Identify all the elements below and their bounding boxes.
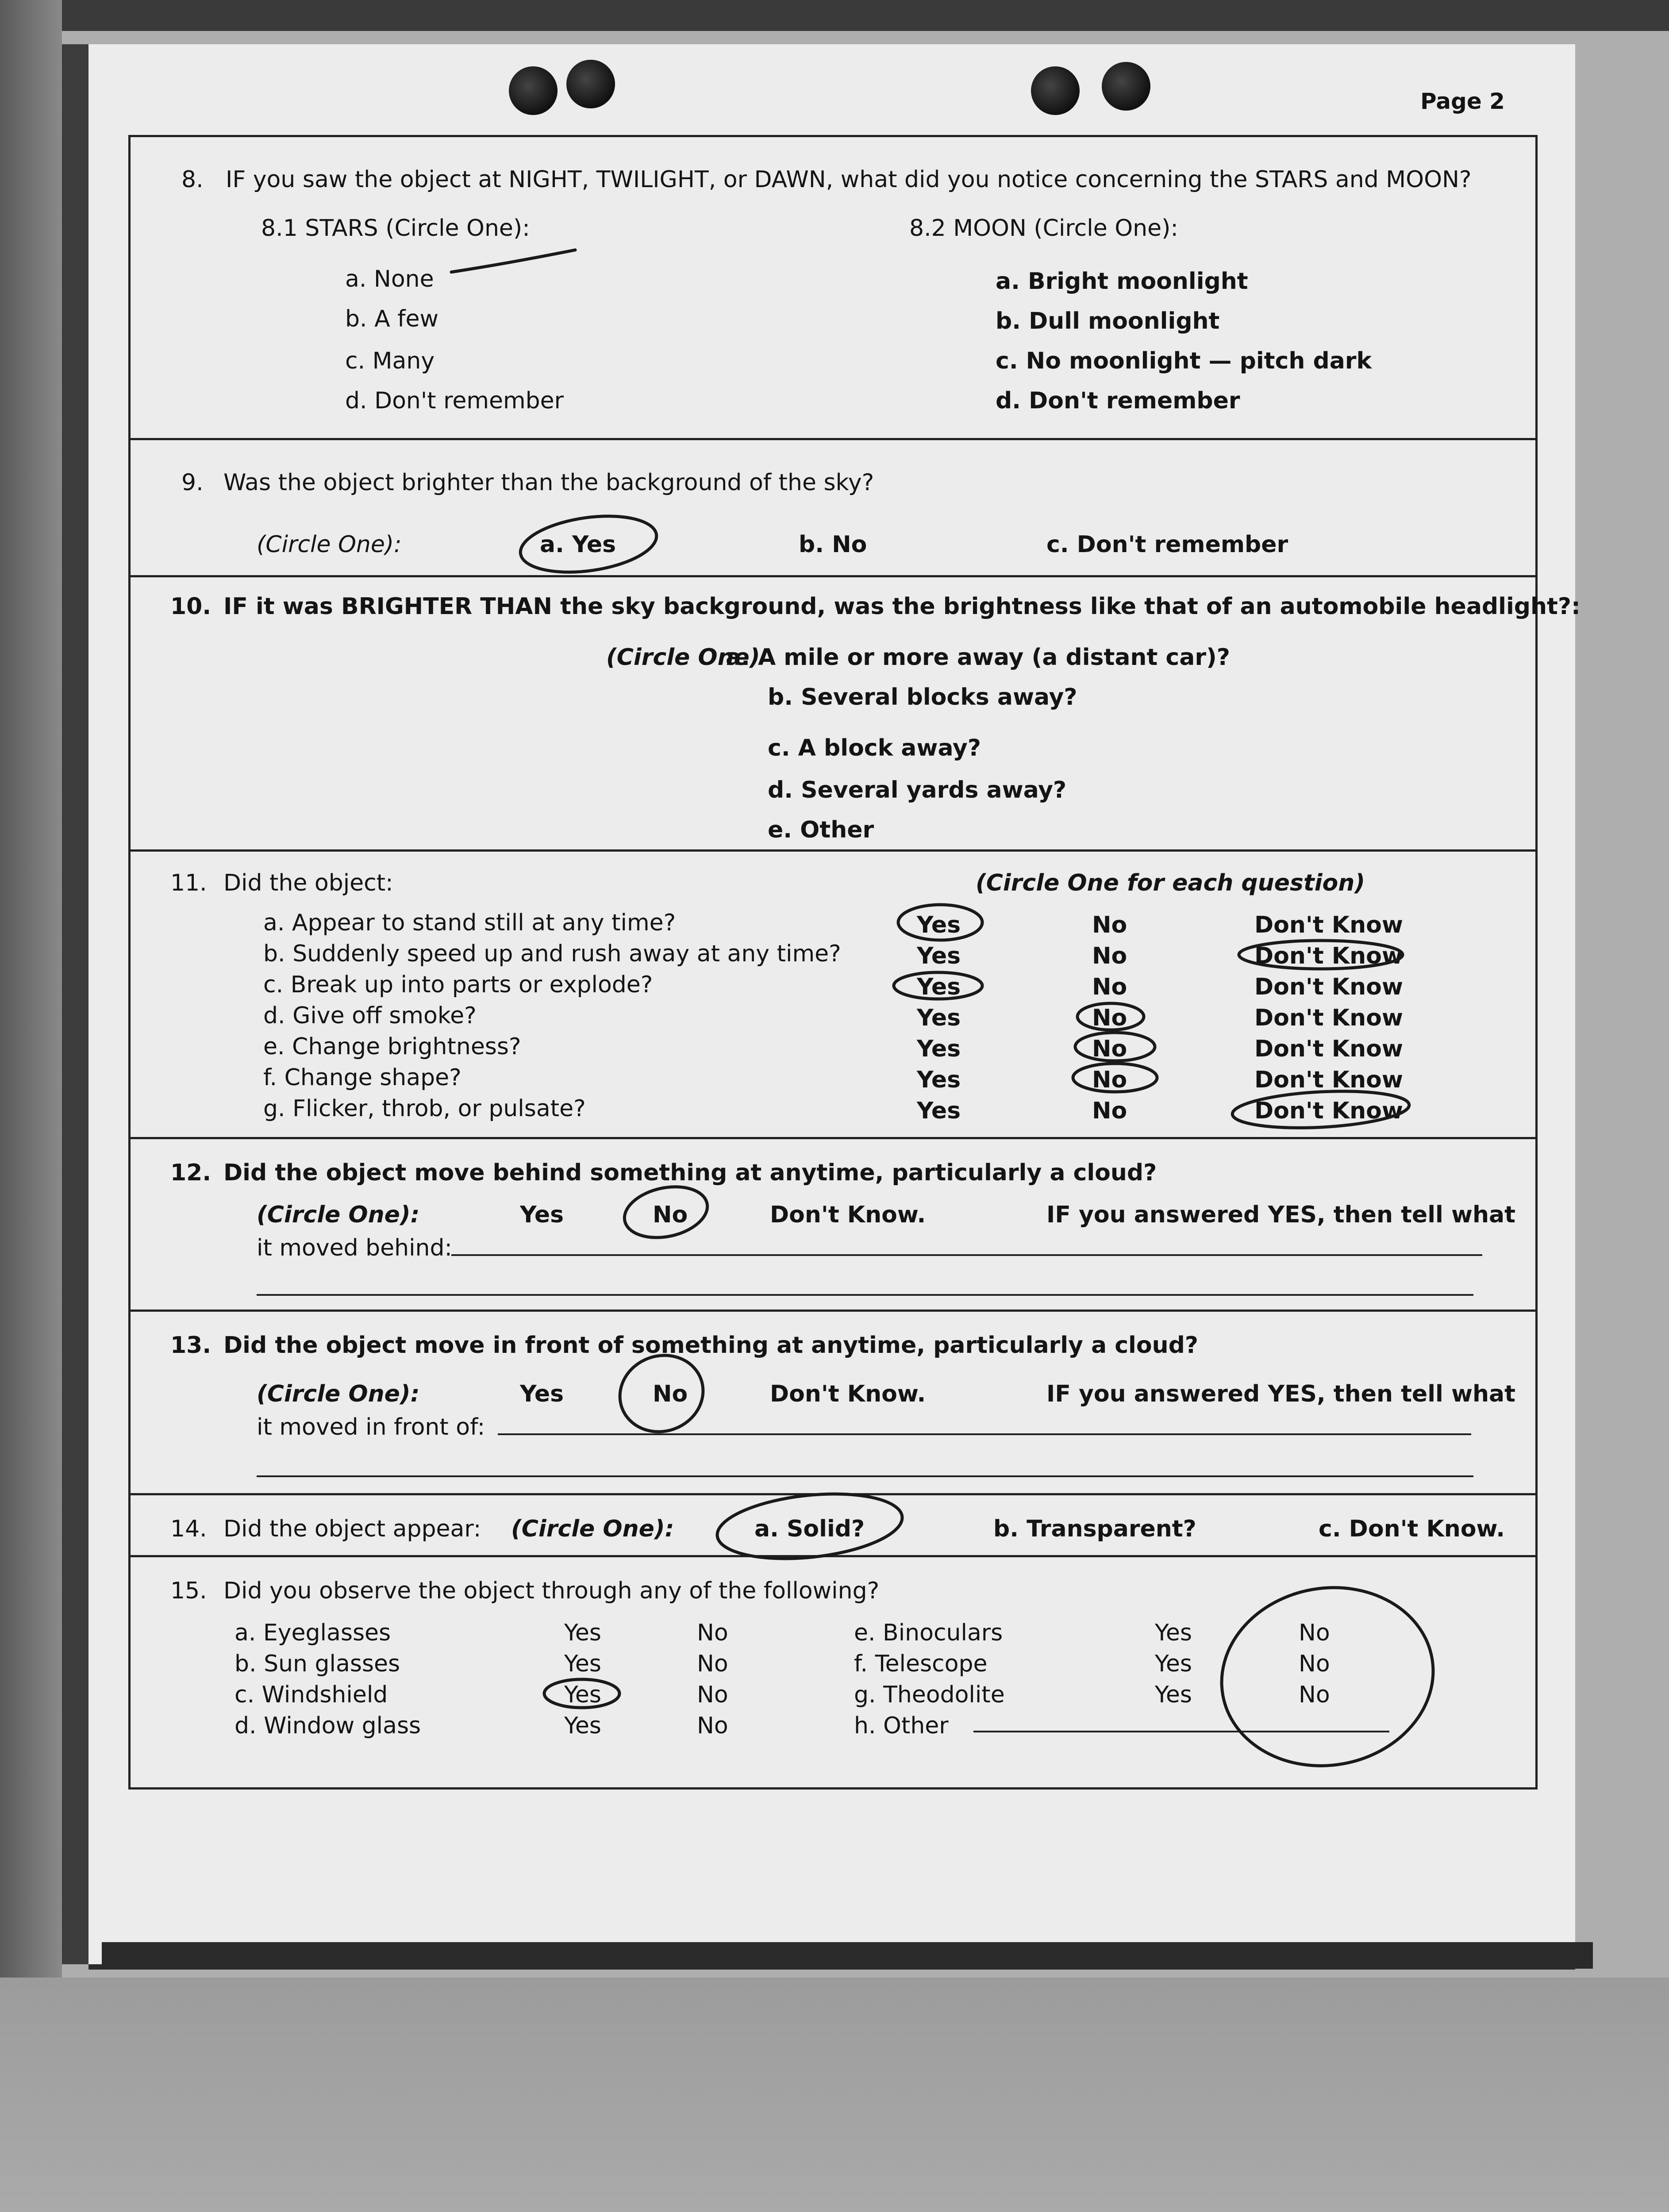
q9-option-yes[interactable]: a. Yes — [540, 531, 616, 558]
q11-yes[interactable]: Yes — [917, 1098, 961, 1124]
q11-no[interactable]: No — [1092, 974, 1127, 1000]
q11-dont-know[interactable]: Don't Know — [1254, 1036, 1403, 1062]
q12-option-yes[interactable]: Yes — [520, 1202, 564, 1228]
q8-stars-option[interactable]: c. Many — [345, 348, 435, 374]
q15-no[interactable]: No — [1299, 1651, 1330, 1677]
q14-circle-label: (Circle One): — [511, 1516, 674, 1542]
q13-option-dont-know[interactable]: Don't Know. — [770, 1381, 926, 1407]
q15-item: b. Sun glasses — [235, 1651, 400, 1677]
q15-no[interactable]: No — [697, 1713, 728, 1739]
q13-followup: IF you answered YES, then tell what — [1046, 1381, 1515, 1407]
q8-moon-option[interactable]: d. Don't remember — [996, 388, 1240, 414]
q15-item: e. Binoculars — [854, 1620, 1003, 1646]
q11-dont-know[interactable]: Don't Know — [1254, 912, 1403, 938]
q15-yes[interactable]: Yes — [1155, 1620, 1192, 1646]
punch-hole — [1102, 62, 1150, 111]
q13-option-no[interactable]: No — [653, 1381, 688, 1407]
q8-stars-title: 8.1 STARS (Circle One): — [261, 215, 530, 242]
q15-no[interactable]: No — [1299, 1682, 1330, 1708]
q13-option-yes[interactable]: Yes — [520, 1381, 564, 1407]
q8-stars-option[interactable]: d. Don't remember — [345, 388, 564, 414]
q11-yes[interactable]: Yes — [917, 1005, 961, 1031]
q10-option[interactable]: e. Other — [768, 817, 874, 843]
punch-hole — [566, 60, 615, 108]
q12-followup: IF you answered YES, then tell what — [1046, 1202, 1515, 1228]
q11-item: a. Appear to stand still at any time? — [263, 910, 676, 936]
q11-item: c. Break up into parts or explode? — [263, 972, 653, 998]
q8-stars-option[interactable]: b. A few — [345, 306, 438, 332]
q14-number: 14. — [170, 1516, 207, 1542]
q15-item: f. Telescope — [854, 1651, 988, 1677]
section-divider — [128, 1555, 1538, 1557]
q15-item: a. Eyeglasses — [235, 1620, 391, 1646]
q15-yes[interactable]: Yes — [564, 1713, 601, 1739]
q12-circle-label: (Circle One): — [257, 1202, 420, 1228]
sheet-bottom-edge — [102, 1942, 1593, 1969]
q11-item: g. Flicker, throb, or pulsate? — [263, 1095, 586, 1122]
q11-yes[interactable]: Yes — [917, 943, 961, 969]
q11-yes[interactable]: Yes — [917, 912, 961, 938]
q15-item: c. Windshield — [235, 1682, 388, 1708]
q15-question: Did you observe the object through any of the following? — [223, 1578, 880, 1604]
q8-moon-option[interactable]: b. Dull moonlight — [996, 308, 1220, 334]
section-divider — [128, 575, 1538, 577]
section-divider — [128, 1493, 1538, 1495]
section-divider — [128, 1310, 1538, 1312]
q15-yes[interactable]: Yes — [564, 1651, 601, 1677]
q11-no[interactable]: No — [1092, 912, 1127, 938]
q10-number: 10. — [170, 593, 212, 620]
q11-no[interactable]: No — [1092, 943, 1127, 969]
q11-dont-know[interactable]: Don't Know — [1254, 943, 1403, 969]
q13-answer-line[interactable] — [257, 1475, 1473, 1477]
q11-yes[interactable]: Yes — [917, 1036, 961, 1062]
q9-question: Was the object brighter than the background of the sky? — [223, 469, 874, 496]
q12-answer-line[interactable] — [257, 1294, 1473, 1296]
q15-no[interactable]: No — [697, 1620, 728, 1646]
q12-option-no[interactable]: No — [653, 1202, 688, 1228]
q11-circle-label: (Circle One for each question) — [976, 870, 1365, 896]
q9-number: 9. — [181, 469, 204, 496]
q8-moon-option[interactable]: c. No moonlight — pitch dark — [996, 348, 1372, 374]
q8-stars-option[interactable]: a. None — [345, 266, 434, 292]
scanner-background — [0, 1978, 1669, 2212]
q15-yes[interactable]: Yes — [564, 1620, 601, 1646]
q8-moon-title: 8.2 MOON (Circle One): — [909, 215, 1178, 242]
q11-yes[interactable]: Yes — [917, 1067, 961, 1093]
q10-option[interactable]: b. Several blocks away? — [768, 684, 1077, 710]
q9-option-dont-remember[interactable]: c. Don't remember — [1046, 531, 1288, 558]
q14-option-transparent[interactable]: b. Transparent? — [993, 1516, 1196, 1542]
q11-no[interactable]: No — [1092, 1005, 1127, 1031]
q15-no[interactable]: No — [697, 1682, 728, 1708]
q13-followup-label: it moved in front of: — [257, 1414, 485, 1440]
q13-question: Did the object move in front of something at anytime, particularly a cloud? — [223, 1332, 1198, 1359]
q15-item: h. Other — [854, 1713, 949, 1739]
q10-option[interactable]: d. Several yards away? — [768, 777, 1067, 803]
q15-yes[interactable]: Yes — [1155, 1682, 1192, 1708]
section-divider — [128, 849, 1538, 852]
q13-number: 13. — [170, 1332, 212, 1359]
q11-item: b. Suddenly speed up and rush away at any time? — [263, 941, 841, 967]
q15-number: 15. — [170, 1578, 207, 1604]
page-number: Page 2 — [1420, 88, 1505, 114]
q11-item: f. Change shape? — [263, 1064, 461, 1091]
q15-no[interactable]: No — [697, 1651, 728, 1677]
q8-moon-option[interactable]: a. Bright moonlight — [996, 268, 1248, 295]
q12-number: 12. — [170, 1160, 212, 1186]
q14-option-dont-know[interactable]: c. Don't Know. — [1319, 1516, 1505, 1542]
punch-hole — [1031, 66, 1080, 115]
q15-other-line[interactable] — [973, 1731, 1389, 1732]
section-divider — [128, 1137, 1538, 1139]
q14-question: Did the object appear: — [223, 1516, 481, 1542]
q11-dont-know[interactable]: Don't Know — [1254, 1067, 1403, 1093]
q9-circle-label: (Circle One): — [257, 531, 402, 558]
q11-dont-know[interactable]: Don't Know — [1254, 974, 1403, 1000]
q15-item: g. Theodolite — [854, 1682, 1005, 1708]
q15-item: d. Window glass — [235, 1713, 421, 1739]
q11-item: d. Give off smoke? — [263, 1002, 477, 1029]
q12-question: Did the object move behind something at anytime, particularly a cloud? — [223, 1160, 1157, 1186]
q11-no[interactable]: No — [1092, 1036, 1127, 1062]
scan-left-edge — [0, 0, 62, 1991]
q11-question: Did the object: — [223, 870, 393, 896]
q11-dont-know[interactable]: Don't Know — [1254, 1098, 1403, 1124]
q10-option[interactable]: c. A block away? — [768, 735, 981, 761]
q12-followup-label: it moved behind: — [257, 1235, 453, 1261]
q13-answer-line[interactable] — [498, 1433, 1471, 1435]
q14-option-solid[interactable]: a. Solid? — [754, 1516, 865, 1542]
q10-question: IF it was BRIGHTER THAN the sky background, was the brightness like that of an automobile headlight?: — [223, 593, 1581, 620]
section-divider — [128, 438, 1538, 440]
q10-option[interactable]: a. A mile or more away (a distant car)? — [726, 644, 1230, 671]
scan-top-edge — [0, 0, 1669, 31]
q10-circle-label: (Circle One) — [606, 644, 760, 671]
q11-item: e. Change brightness? — [263, 1033, 521, 1060]
q15-yes[interactable]: Yes — [564, 1682, 601, 1708]
q15-yes[interactable]: Yes — [1155, 1651, 1192, 1677]
q11-yes[interactable]: Yes — [917, 974, 961, 1000]
q8-number: 8. — [181, 166, 204, 193]
q11-no[interactable]: No — [1092, 1067, 1127, 1093]
q9-option-no[interactable]: b. No — [799, 531, 867, 558]
q11-number: 11. — [170, 870, 207, 896]
q15-no[interactable]: No — [1299, 1620, 1330, 1646]
q11-no[interactable]: No — [1092, 1098, 1127, 1124]
q8-question: IF you saw the object at NIGHT, TWILIGHT, or DAWN, what did you notice concerning the STARS and MOON? — [226, 166, 1472, 193]
q13-circle-label: (Circle One): — [257, 1381, 420, 1407]
q11-dont-know[interactable]: Don't Know — [1254, 1005, 1403, 1031]
punch-hole — [509, 66, 558, 115]
q12-answer-line[interactable] — [451, 1254, 1482, 1256]
q12-option-dont-know[interactable]: Don't Know. — [770, 1202, 926, 1228]
